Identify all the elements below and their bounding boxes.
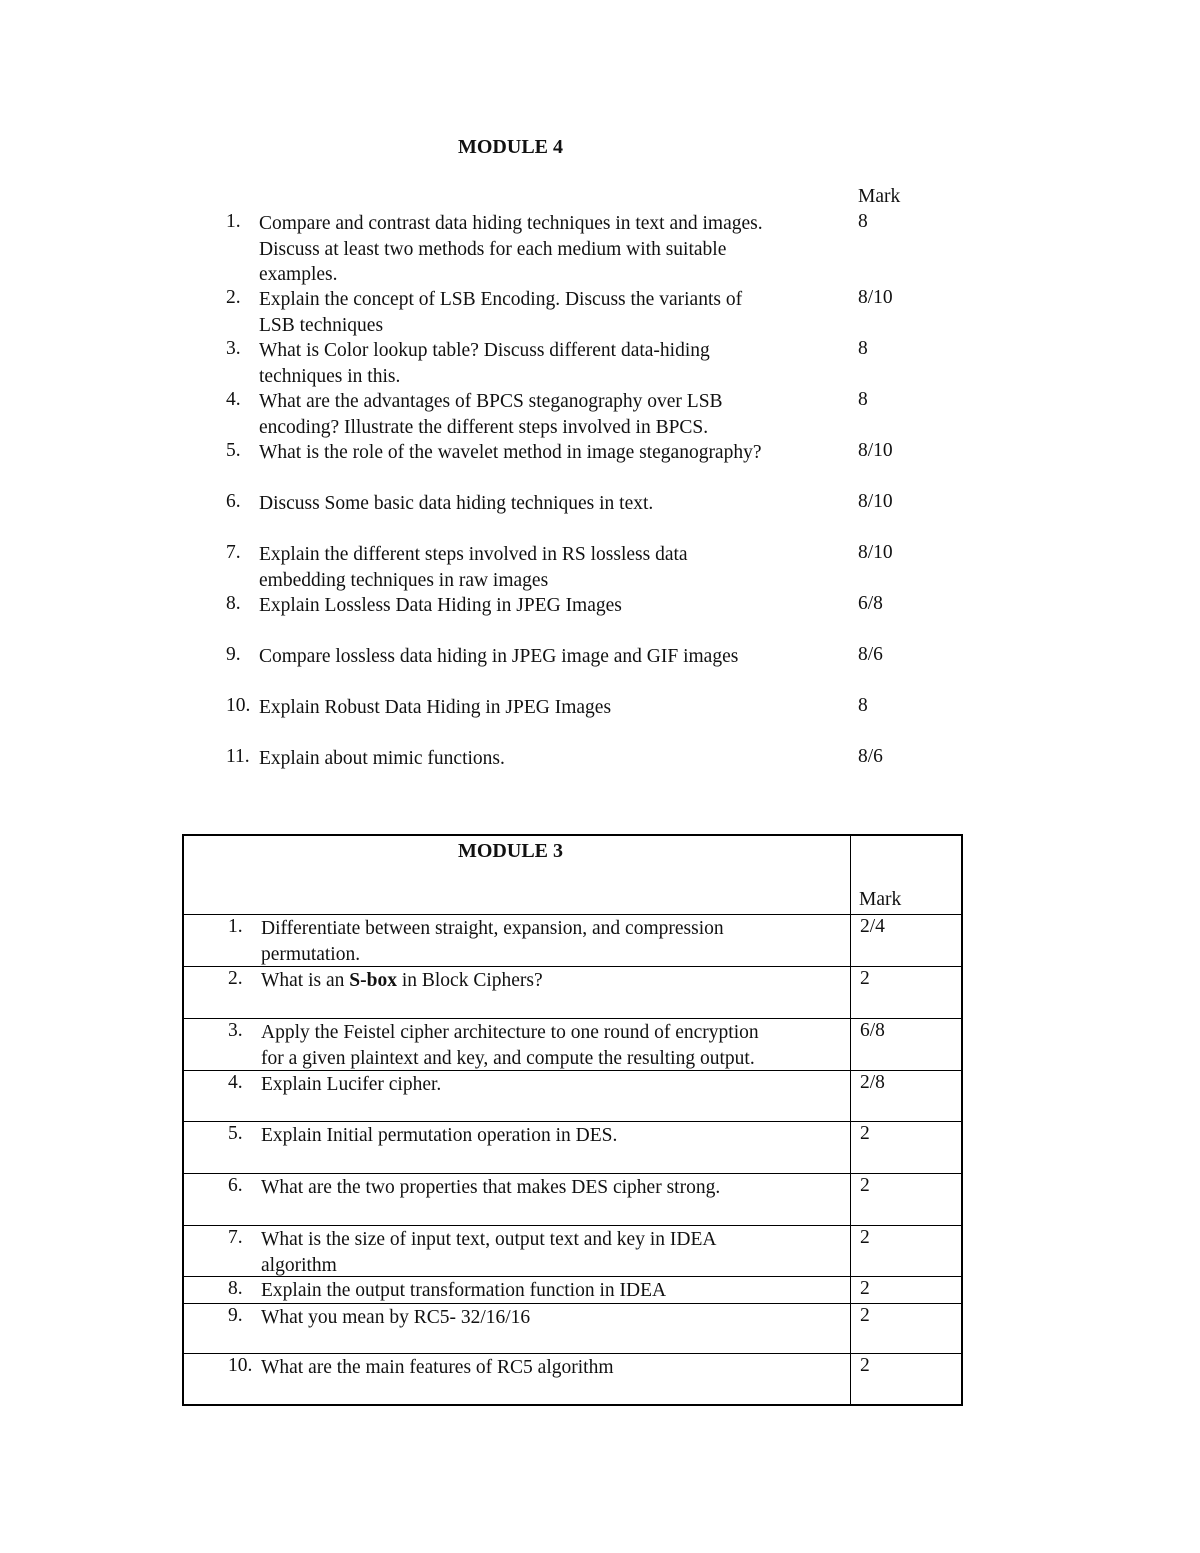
- question-number: 4.: [228, 1072, 243, 1093]
- question-text-line: What is the role of the wavelet method in image steganography?: [259, 442, 762, 463]
- row-divider: [184, 1070, 961, 1071]
- question-mark: 6/8: [858, 593, 883, 614]
- question-text-line: What are the advantages of BPCS steganography over LSB: [259, 391, 723, 412]
- question-number: 10.: [228, 1355, 253, 1376]
- question-mark: 8: [858, 338, 868, 359]
- question-text-line: Discuss at least two methods for each medium with suitable: [259, 238, 727, 260]
- question-text-line: Compare lossless data hiding in JPEG image and GIF images: [259, 646, 739, 667]
- module3-table: [182, 834, 963, 1406]
- module3-mark-header: Mark: [859, 889, 902, 910]
- question-number: 2.: [226, 287, 241, 308]
- column-divider: [850, 836, 851, 1404]
- question-mark: 2: [860, 1175, 870, 1196]
- question-number: 7.: [226, 542, 241, 563]
- question-text: [259, 211, 763, 288]
- question-text: [259, 746, 505, 772]
- question-text-line: Explain Robust Data Hiding in JPEG Images: [259, 697, 612, 718]
- question-mark: 8/6: [858, 644, 883, 665]
- question-text-line: algorithm: [261, 1254, 337, 1276]
- module3-title: MODULE 3: [458, 840, 563, 862]
- question-text-line: What is Color lookup table? Discuss different data-hiding: [259, 340, 710, 361]
- question-number: 8.: [228, 1278, 243, 1299]
- question-number: 9.: [226, 644, 241, 665]
- question-text: [261, 1020, 759, 1071]
- question-number: 5.: [226, 440, 241, 461]
- question-text: [261, 916, 724, 967]
- question-text-line: Explain Initial permutation operation in DES.: [261, 1125, 618, 1146]
- question-text-line: Apply the Feistel cipher architecture to one round of encryption: [261, 1022, 759, 1043]
- question-text-line: Compare and contrast data hiding techniques in text and images.: [259, 213, 763, 234]
- question-text-line: Discuss Some basic data hiding techniques in text.: [259, 493, 654, 514]
- question-text-line: Differentiate between straight, expansion, and compression: [261, 918, 724, 939]
- question-text-line: LSB techniques: [259, 314, 384, 336]
- question-number: 6.: [228, 1175, 243, 1196]
- question-text: [261, 1175, 720, 1201]
- question-text-line: What is an S-box in Block Ciphers?: [261, 970, 543, 991]
- question-mark: 8/10: [858, 491, 893, 512]
- row-divider: [184, 1276, 961, 1277]
- question-mark: 2/4: [860, 916, 885, 937]
- question-text-line: techniques in this.: [259, 365, 401, 387]
- question-text: [261, 1305, 530, 1331]
- row-divider: [184, 1303, 961, 1304]
- question-number: 5.: [228, 1123, 243, 1144]
- row-divider: [184, 1353, 961, 1354]
- question-number: 1.: [228, 916, 243, 937]
- question-number: 11.: [226, 746, 250, 767]
- question-text: [259, 695, 611, 721]
- question-text: [261, 1227, 716, 1278]
- question-mark: 2: [860, 1227, 870, 1248]
- question-text: [259, 593, 622, 619]
- question-mark: 8/10: [858, 440, 893, 461]
- question-mark: 8: [858, 389, 868, 410]
- question-text: [261, 1278, 666, 1304]
- question-mark: 8/10: [858, 542, 893, 563]
- question-text: [261, 1072, 441, 1098]
- row-divider: [184, 1121, 961, 1122]
- question-text: [259, 389, 723, 440]
- question-number: 3.: [228, 1020, 243, 1041]
- question-text-line: What are the main features of RC5 algorithm: [261, 1357, 614, 1378]
- question-number: 9.: [228, 1305, 243, 1326]
- question-mark: 2: [860, 1123, 870, 1144]
- question-text-line: embedding techniques in raw images: [259, 569, 549, 591]
- question-text-line: Explain the different steps involved in RS lossless data: [259, 544, 688, 565]
- question-text-line: Explain Lucifer cipher.: [261, 1074, 442, 1095]
- question-text: [259, 440, 762, 466]
- question-number: 10.: [226, 695, 251, 716]
- row-divider: [184, 1225, 961, 1226]
- row-divider: [184, 1173, 961, 1174]
- question-mark: 8/10: [858, 287, 893, 308]
- question-text-line: permutation.: [261, 943, 361, 965]
- module4-mark-header: Mark: [858, 186, 901, 207]
- question-text-line: Explain the output transformation function in IDEA: [261, 1280, 667, 1301]
- question-text: [261, 1355, 614, 1381]
- question-mark: 2: [860, 968, 870, 989]
- question-number: 2.: [228, 968, 243, 989]
- question-number: 3.: [226, 338, 241, 359]
- question-text-line: for a given plaintext and key, and compute the resulting output.: [261, 1047, 755, 1069]
- row-divider: [184, 914, 961, 915]
- question-text-line: What you mean by RC5- 32/16/16: [261, 1307, 531, 1328]
- question-text-line: encoding? Illustrate the different steps involved in BPCS.: [259, 416, 709, 438]
- question-text: [261, 1123, 617, 1149]
- question-number: 7.: [228, 1227, 243, 1248]
- question-number: 8.: [226, 593, 241, 614]
- question-number: 1.: [226, 211, 241, 232]
- question-text-line: Explain the concept of LSB Encoding. Discuss the variants of: [259, 289, 743, 310]
- question-number: 4.: [226, 389, 241, 410]
- bold-term: S-box: [349, 970, 397, 991]
- row-divider: [184, 966, 961, 967]
- question-text: [259, 644, 738, 670]
- question-mark: 8: [858, 695, 868, 716]
- question-text: [259, 287, 742, 338]
- question-text: [261, 968, 543, 994]
- question-text-line: What are the two properties that makes DES cipher strong.: [261, 1177, 721, 1198]
- question-text: [259, 338, 710, 389]
- question-mark: 2: [860, 1355, 870, 1376]
- question-mark: 2: [860, 1278, 870, 1299]
- module4-title: MODULE 4: [458, 136, 563, 158]
- question-text-line: Explain about mimic functions.: [259, 748, 505, 769]
- question-text: [259, 491, 653, 517]
- question-mark: 6/8: [860, 1020, 885, 1041]
- question-mark: 8: [858, 211, 868, 232]
- row-divider: [184, 1018, 961, 1019]
- question-text: [259, 542, 688, 593]
- question-number: 6.: [226, 491, 241, 512]
- question-mark: 8/6: [858, 746, 883, 767]
- question-text-line: Explain Lossless Data Hiding in JPEG Images: [259, 595, 622, 616]
- question-mark: 2: [860, 1305, 870, 1326]
- question-text-line: What is the size of input text, output text and key in IDEA: [261, 1229, 717, 1250]
- question-text-line: examples.: [259, 264, 338, 285]
- question-mark: 2/8: [860, 1072, 885, 1093]
